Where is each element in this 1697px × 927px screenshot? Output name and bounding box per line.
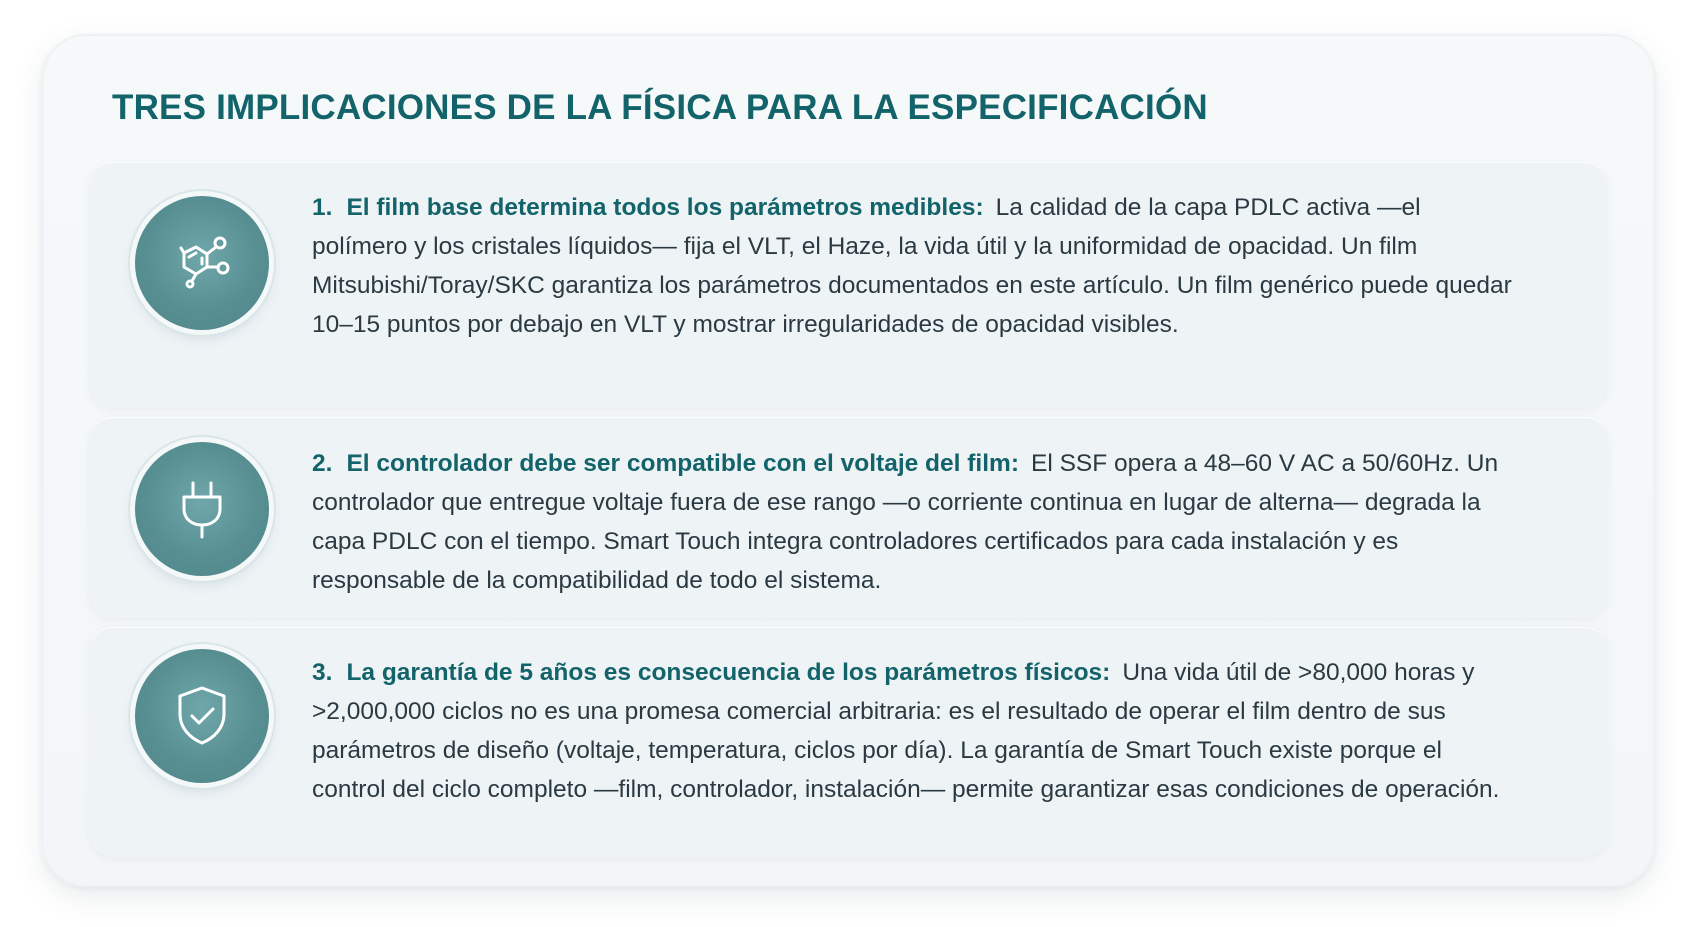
item-body: La calidad de la capa PDLC activa —el polímero y los cristales líquidos— fija el VLT, el Haze, la vida útil y la uniformidad de opacidad. Un film Mitsubishi/Toray/SKC garantiza los parámetros documentados en este artículo. Un film genérico puede quedar 10–15 puntos por debajo en VLT y mostrar irregularidades de opacidad visibles. (312, 194, 1512, 338)
molecule-icon (135, 196, 269, 330)
shield-check-icon (135, 649, 269, 783)
implication-text-2 (312, 444, 1522, 600)
item-number: 3. (312, 659, 333, 686)
implication-text-3 (312, 653, 1522, 809)
item-number: 1. (312, 194, 333, 221)
implication-text-1 (312, 188, 1522, 344)
item-body: El SSF opera a 48–60 V AC a 50/60Hz. Un controlador que entregue voltaje fuera de ese rango —o corriente continua en lugar de alterna— degrada la capa PDLC con el tiempo. Smart Touch integra controladores certificados para cada instalación y es responsable de la compatibilidad de todo el sistema. (312, 450, 1499, 594)
item-number: 2. (312, 450, 333, 477)
power-plug-icon (135, 442, 269, 576)
item-lead: El controlador debe ser compatible con el voltaje del film: (346, 450, 1019, 477)
item-lead: El film base determina todos los parámetros medibles: (346, 194, 984, 221)
implication-card-1 (90, 162, 1607, 408)
implication-card-3 (90, 627, 1607, 857)
section-title: TRES IMPLICACIONES DE LA FÍSICA PARA LA ESPECIFICACIÓN (112, 88, 1208, 127)
implication-card-2 (90, 417, 1607, 618)
item-lead: La garantía de 5 años es consecuencia de los parámetros físicos: (346, 659, 1111, 686)
item-body: Una vida útil de >80,000 horas y >2,000,000 ciclos no es una promesa comercial arbitraria: es el resultado de operar el film dentro de sus parámetros de diseño (voltaje, temperatura, ciclos por día). La garantía de Smart Touch existe porque el control del ciclo completo —film, controlador, instalación— permite garantizar esas condiciones de operación. (312, 659, 1500, 803)
